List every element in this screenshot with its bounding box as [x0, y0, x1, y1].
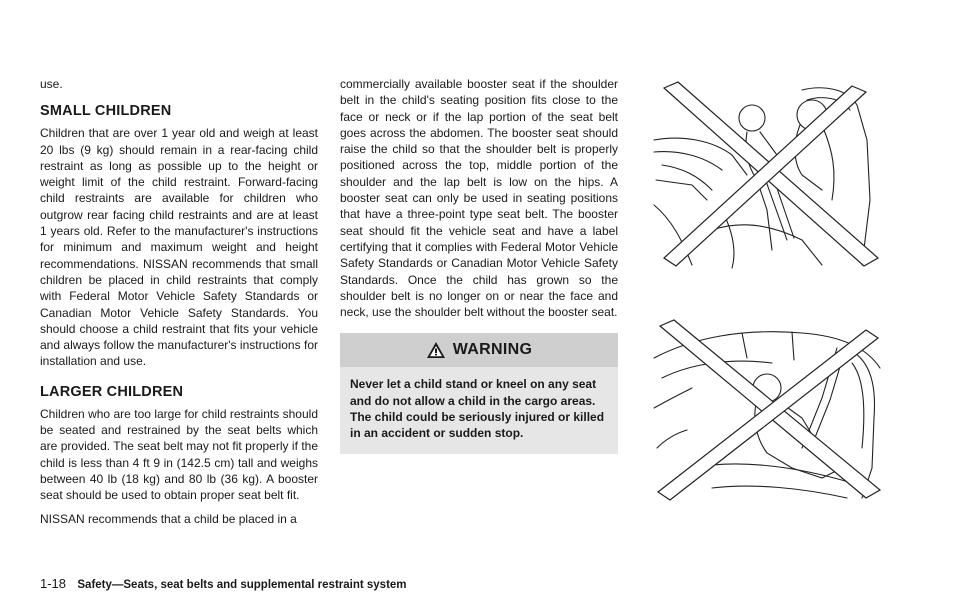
- warning-header: [340, 333, 618, 367]
- warning-text: Never let a child stand or kneel on any seat and do not allow a child in the cargo areas. The child could be seriously injured or killed in an accident or sudden stop.: [350, 377, 605, 441]
- larger-children-heading: LARGER CHILDREN: [40, 383, 184, 400]
- small-children-body: Children that are over 1 year old and weigh at least 20 lbs (9 kg) should remain in a rear-facing child restraint as long as possible up to the height or weight limit of the child restraint. Forward-facing child restraints are available for children who outgrow rear facing child restraints and are at least 1 years old. Refer to the manufacturer's instructions for minimum and maximum weight and height recommendations. NISSAN recommends that small children be placed in child restraints that comply with Federal Motor Vehicle Safety Standards or Canadian Motor Vehicle Safety Standards. You should choose a child restraint that fits your vehicle and always follow the manufacturer's instructions for installation and use.: [40, 126, 318, 369]
- warning-title: WARNING: [452, 341, 533, 359]
- larger-children-body-continued: NISSAN recommends that a child be placed in a: [40, 511, 297, 526]
- warning-triangle-icon: [426, 341, 446, 359]
- larger-children-body: Children who are too large for child restraints should be seated and restrained by the seat belts which are provided. The seat belt may not fit properly if the child is less than 4 ft 9 in (142.5 cm) tall and weighs between 40 lb (18 kg) and 80 lb (36 kg). A booster seat should be used to obtain proper seat belt fit.: [40, 406, 318, 503]
- page-number: 1-18: [40, 576, 67, 591]
- small-children-heading: SMALL CHILDREN: [40, 103, 172, 120]
- section-title: Safety—Seats, seat belts and supplemental restraint system: [77, 579, 407, 591]
- intro-text: use.: [40, 77, 63, 91]
- page-footer: [40, 577, 407, 592]
- warning-box: [340, 333, 618, 453]
- booster-seat-body: commercially available booster seat if the shoulder belt in the child's seating position fits close to the face or neck or if the lap portion of the seat belt goes across the abdomen. The booster seat should raise the child so that the shoulder belt is properly positioned across the top, middle portion of the shoulder and the lap belt is low on the hips. A booster seat can only be used in seating positions that have a three-point type seat belt. The booster seat should fit the vehicle seat and have a label certifying that it complies with Federal Motor Vehicle Safety Standards or Canadian Motor Vehicle Safety Standards. Once the child has grown so the shoulder belt is no longer on or near the face and neck, use the shoulder belt without the booster seat.: [340, 77, 618, 320]
- child-cargo-illustration: [652, 318, 882, 503]
- middle-column: [340, 76, 618, 454]
- left-column: [40, 76, 318, 527]
- child-standing-illustration: [652, 80, 882, 270]
